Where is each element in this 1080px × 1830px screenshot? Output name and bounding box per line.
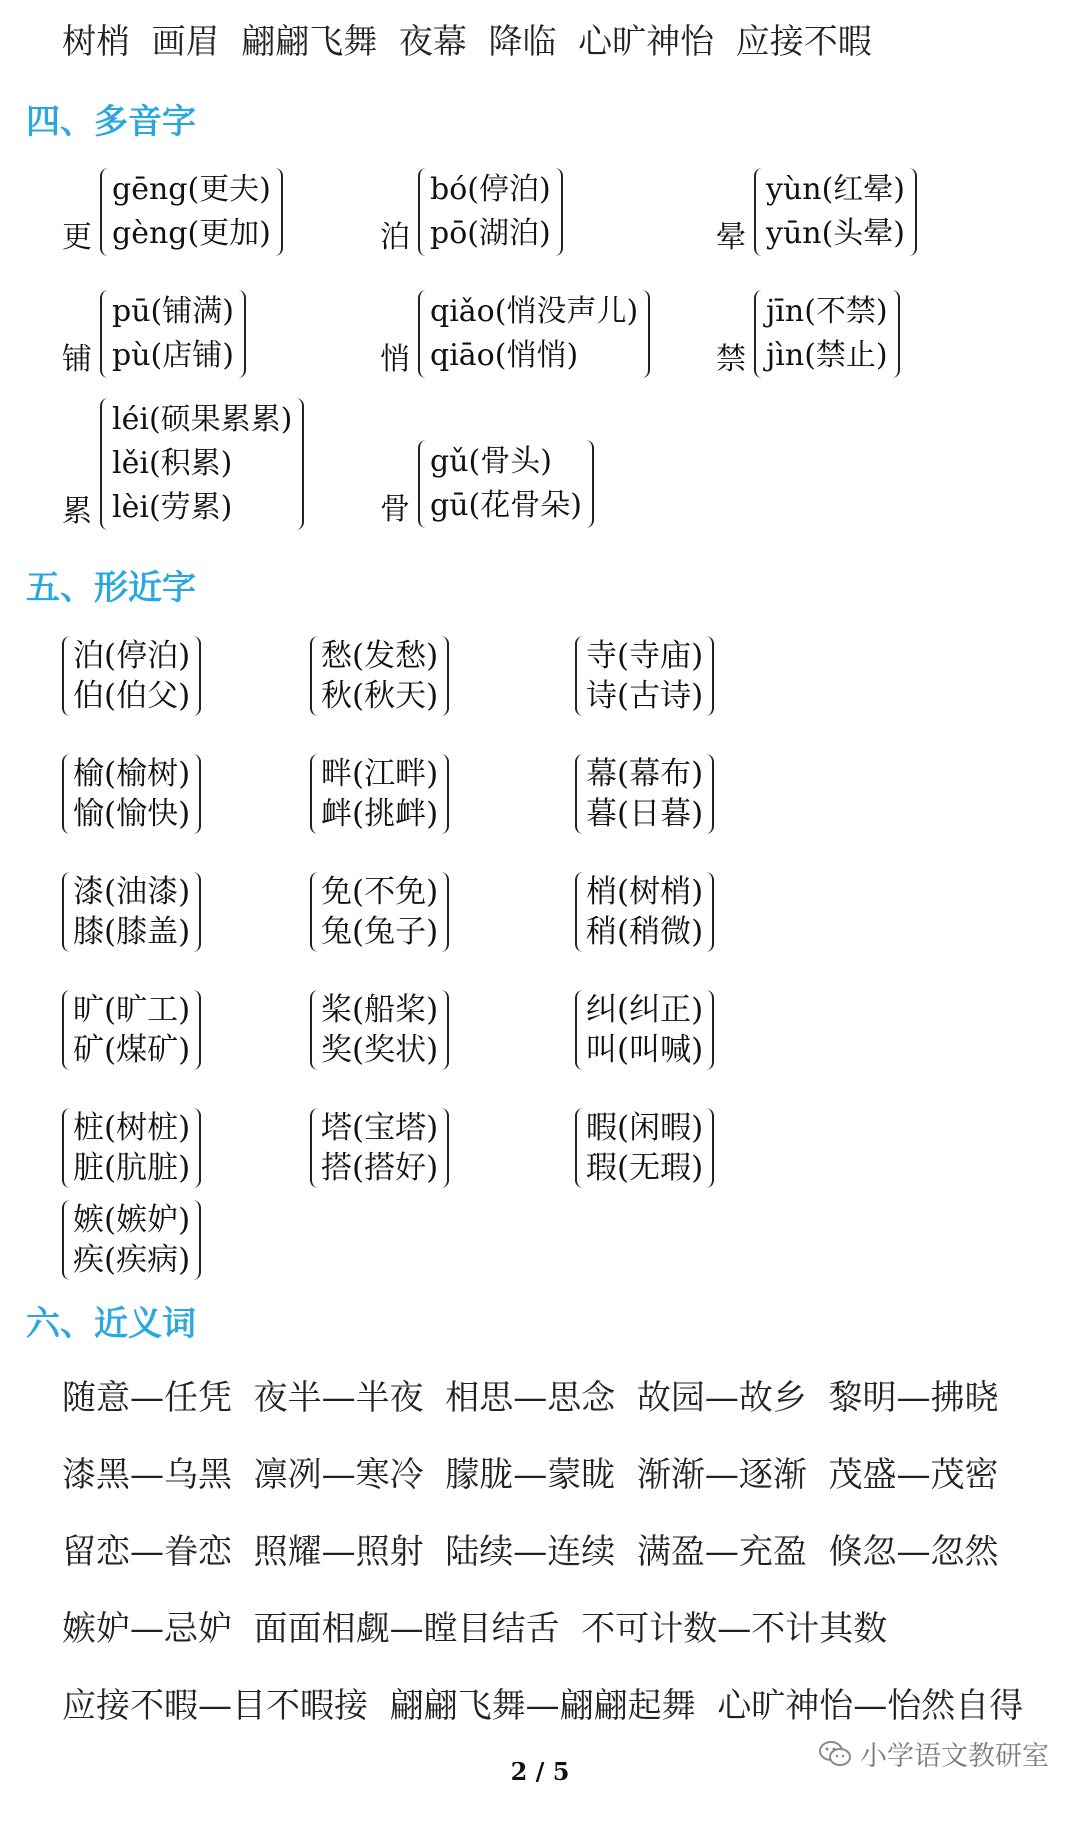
similar-char-entry: 寺(寺庙) (586, 638, 704, 674)
polyphone-reading: qiǎo(悄没声儿) (430, 294, 639, 329)
similar-char-entry: 旷(旷工) (73, 992, 191, 1028)
polyphone-char: 铺 (62, 342, 92, 377)
similar-char-entry: 愉(愉快) (73, 796, 191, 832)
left-brace (100, 168, 108, 256)
polyphone-reading: yùn(红晕) (766, 172, 905, 207)
polyphone-group (380, 290, 700, 378)
left-brace (310, 1108, 318, 1188)
similar-char-entry: 嫉(嫉妒) (73, 1202, 191, 1238)
polyphone-reading: gū(花骨朵) (430, 488, 582, 523)
section-title-similar: 五、形近字 (26, 568, 196, 608)
synonym-line: 留恋—眷恋 照耀—照射 陆续—连续 满盈—充盈 倏忽—忽然 (62, 1532, 999, 1572)
similar-char-entry: 衅(挑衅) (321, 796, 439, 832)
right-brace (193, 1108, 201, 1188)
polyphone-char: 晕 (716, 220, 746, 255)
similar-pair (62, 1108, 201, 1188)
similar-pair (575, 872, 714, 952)
polyphone-group (380, 168, 700, 256)
similar-pair (310, 872, 449, 952)
right-brace (909, 168, 917, 256)
similar-char-entry: 稍(稍微) (586, 914, 704, 950)
right-brace (193, 872, 201, 952)
similar-char-entry: 泊(停泊) (73, 638, 191, 674)
polyphone-reading: gǔ(骨头) (430, 444, 552, 479)
right-brace (441, 872, 449, 952)
similar-char-entry: 梢(树梢) (586, 874, 704, 910)
polyphone-char: 禁 (716, 342, 746, 377)
left-brace (310, 636, 318, 716)
polyphone-char: 泊 (380, 220, 410, 255)
similar-char-entry: 桨(船桨) (321, 992, 439, 1028)
similar-char-entry: 诗(古诗) (586, 678, 704, 714)
left-brace (418, 440, 426, 528)
similar-char-entry: 畔(江畔) (321, 756, 439, 792)
synonym-line: 应接不暇—目不暇接 翩翩飞舞—翩翩起舞 心旷神怡—怡然自得 (62, 1686, 1024, 1726)
similar-char-entry: 愁(发愁) (321, 638, 439, 674)
similar-pair (575, 754, 714, 834)
similar-pair (575, 636, 714, 716)
similar-pair (62, 754, 201, 834)
left-brace (310, 872, 318, 952)
polyphone-char: 累 (62, 494, 92, 529)
right-brace (275, 168, 283, 256)
polyphone-reading: qiāo(悄悄) (430, 338, 579, 373)
right-brace (706, 990, 714, 1070)
page-number: 2 / 5 (510, 1757, 570, 1786)
similar-char-entry: 幕(幕布) (586, 756, 704, 792)
similar-char-entry: 叫(叫喊) (586, 1032, 704, 1068)
left-brace (418, 168, 426, 256)
left-brace (62, 754, 70, 834)
similar-char-entry: 暇(闲暇) (586, 1110, 704, 1146)
left-brace (310, 754, 318, 834)
right-brace (706, 636, 714, 716)
polyphone-reading: gēng(更夫) (112, 172, 271, 207)
right-brace (642, 290, 650, 378)
similar-char-entry: 矿(煤矿) (73, 1032, 191, 1068)
polyphone-group (62, 398, 382, 530)
synonym-line: 随意—任凭 夜半—半夜 相思—思念 故园—故乡 黎明—拂晓 (62, 1378, 999, 1418)
watermark-text: 小学语文教研室 (860, 1741, 1049, 1772)
right-brace (441, 990, 449, 1070)
polyphone-char: 更 (62, 220, 92, 255)
polyphone-group (716, 290, 1036, 378)
similar-char-entry: 秋(秋天) (321, 678, 439, 714)
similar-char-entry: 膝(膝盖) (73, 914, 191, 950)
left-brace (754, 168, 762, 256)
similar-char-entry: 伯(伯父) (73, 678, 191, 714)
polyphone-reading: lèi(劳累) (112, 490, 233, 525)
left-brace (62, 1108, 70, 1188)
left-brace (310, 990, 318, 1070)
similar-pair (310, 636, 449, 716)
similar-char-entry: 塔(宝塔) (321, 1110, 439, 1146)
right-brace (441, 754, 449, 834)
similar-char-entry: 暮(日暮) (586, 796, 704, 832)
right-brace (441, 1108, 449, 1188)
right-brace (193, 1200, 201, 1280)
similar-char-entry: 免(不免) (321, 874, 439, 910)
similar-char-entry: 搭(搭好) (321, 1150, 439, 1186)
left-brace (575, 872, 583, 952)
section-title-polyphone: 四、多音字 (26, 102, 196, 142)
left-brace (575, 990, 583, 1070)
left-brace (100, 398, 108, 530)
similar-pair (310, 1108, 449, 1188)
similar-char-entry: 疾(疾病) (73, 1242, 191, 1278)
polyphone-reading: yūn(头晕) (766, 216, 905, 251)
polyphone-char: 骨 (380, 492, 410, 527)
polyphone-reading: léi(硕果累累) (112, 402, 293, 437)
right-brace (706, 1108, 714, 1188)
similar-char-entry: 脏(肮脏) (73, 1150, 191, 1186)
left-brace (575, 1108, 583, 1188)
left-brace (100, 290, 108, 378)
left-brace (62, 872, 70, 952)
left-brace (575, 754, 583, 834)
right-brace (296, 398, 304, 530)
similar-char-entry: 兔(兔子) (321, 914, 439, 950)
similar-pair (310, 754, 449, 834)
similar-char-entry: 桩(树桩) (73, 1110, 191, 1146)
right-brace (706, 872, 714, 952)
similar-char-entry: 奖(奖状) (321, 1032, 439, 1068)
similar-pair (62, 990, 201, 1070)
section-title-synonym: 六、近义词 (26, 1304, 196, 1344)
similar-pair (62, 872, 201, 952)
polyphone-reading: lěi(积累) (112, 446, 233, 481)
similar-char-entry: 瑕(无瑕) (586, 1150, 704, 1186)
synonym-line: 嫉妒—忌妒 面面相觑—瞠目结舌 不可计数—不计其数 (62, 1609, 888, 1649)
right-brace (193, 990, 201, 1070)
left-brace (62, 1200, 70, 1280)
similar-pair (575, 1108, 714, 1188)
polyphone-reading: pù(店铺) (112, 338, 234, 373)
top-word-list: 树梢 画眉 翩翩飞舞 夜幕 降临 心旷神怡 应接不暇 (62, 22, 872, 62)
wechat-icon (818, 1740, 852, 1768)
watermark (818, 1734, 1049, 1773)
polyphone-reading: jīn(不禁) (766, 294, 888, 329)
polyphone-group (62, 290, 382, 378)
right-brace (193, 754, 201, 834)
right-brace (892, 290, 900, 378)
polyphone-group (380, 440, 700, 528)
left-brace (418, 290, 426, 378)
polyphone-group (62, 168, 382, 256)
right-brace (238, 290, 246, 378)
polyphone-reading: pō(湖泊) (430, 216, 551, 251)
polyphone-reading: gèng(更加) (112, 216, 271, 251)
polyphone-reading: bó(停泊) (430, 172, 551, 207)
similar-pair (62, 1200, 201, 1280)
right-brace (706, 754, 714, 834)
similar-char-entry: 纠(纠正) (586, 992, 704, 1028)
similar-pair (62, 636, 201, 716)
similar-char-entry: 榆(榆树) (73, 756, 191, 792)
similar-pair (310, 990, 449, 1070)
right-brace (441, 636, 449, 716)
polyphone-reading: jìn(禁止) (766, 338, 888, 373)
similar-pair (575, 990, 714, 1070)
left-brace (754, 290, 762, 378)
left-brace (575, 636, 583, 716)
polyphone-reading: pū(铺满) (112, 294, 234, 329)
polyphone-char: 悄 (380, 342, 410, 377)
left-brace (62, 636, 70, 716)
similar-char-entry: 漆(油漆) (73, 874, 191, 910)
right-brace (555, 168, 563, 256)
synonym-line: 漆黑—乌黑 凛冽—寒冷 朦胧—蒙眬 渐渐—逐渐 茂盛—茂密 (62, 1455, 999, 1495)
polyphone-group (716, 168, 1036, 256)
left-brace (62, 990, 70, 1070)
right-brace (586, 440, 594, 528)
right-brace (193, 636, 201, 716)
